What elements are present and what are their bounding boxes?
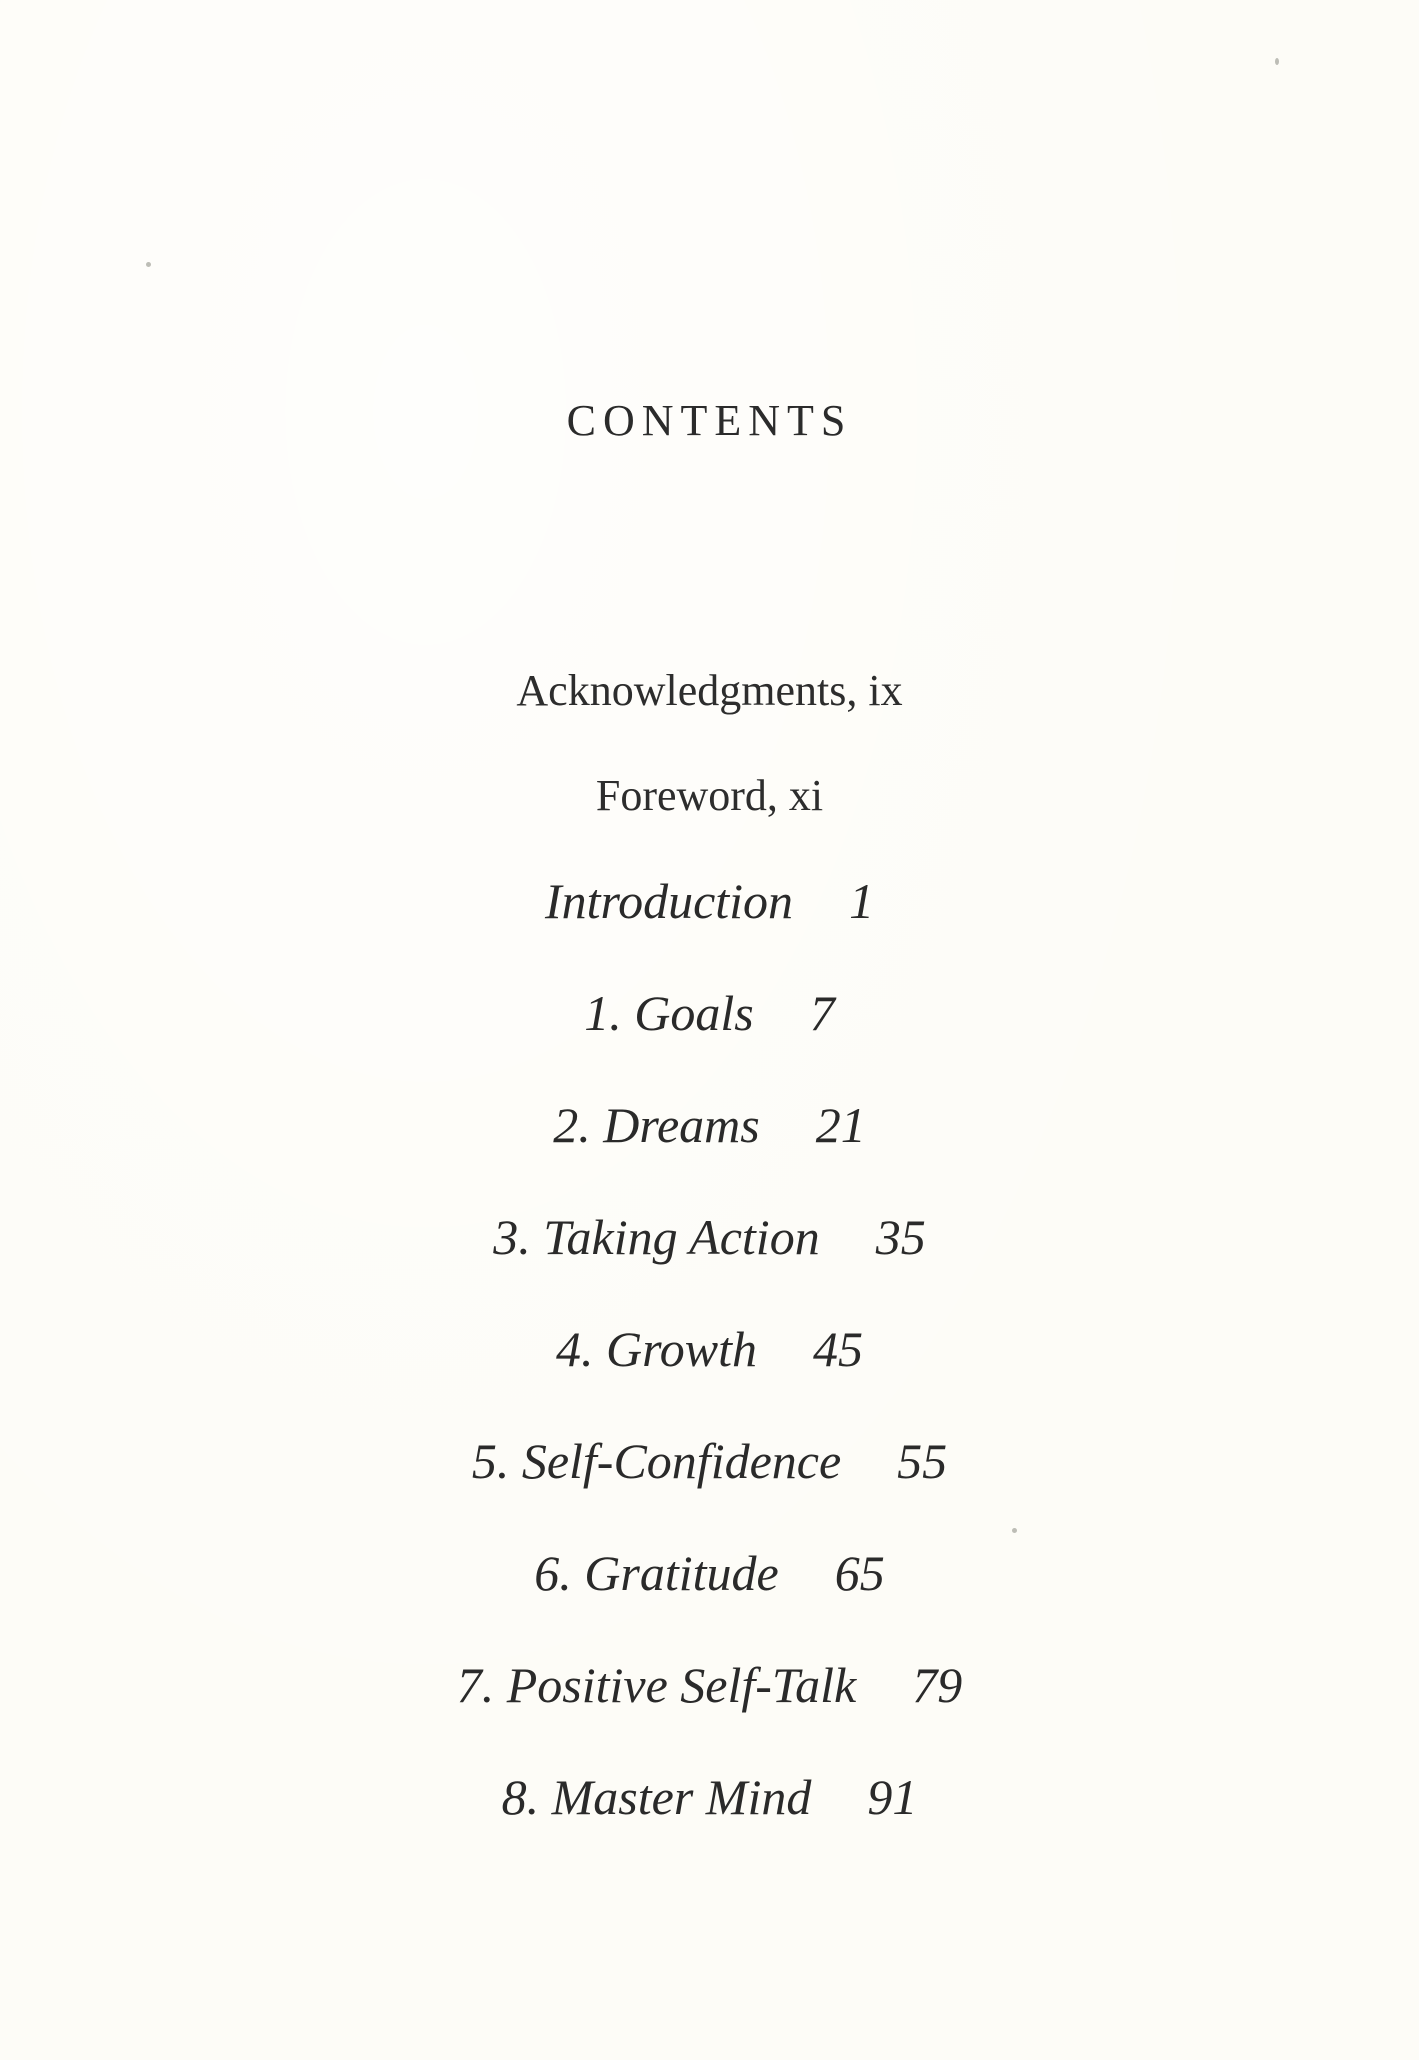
chapter-title: 5. Self-Confidence <box>471 1433 842 1489</box>
chapter-page-number: 91 <box>867 1769 918 1825</box>
chapter-page-number: 79 <box>912 1657 963 1713</box>
toc-entry-growth[interactable] <box>0 1320 1419 1378</box>
toc-entry-label: Acknowledgments, ix <box>516 666 903 715</box>
toc-entry-label: Foreword, xi <box>595 771 824 820</box>
toc-entry-dreams[interactable] <box>0 1096 1419 1154</box>
toc-entry-acknowledgments[interactable] <box>0 665 1419 716</box>
chapter-page-number: 35 <box>875 1209 926 1265</box>
scan-speck <box>1275 58 1279 65</box>
toc-entry-self-confidence[interactable] <box>0 1432 1419 1490</box>
chapter-page-number: 55 <box>897 1433 948 1489</box>
contents-heading: CONTENTS <box>566 396 853 445</box>
chapter-title: 3. Taking Action <box>493 1209 820 1265</box>
chapter-title: 6. Gratitude <box>534 1545 779 1601</box>
chapter-page-number: 7 <box>809 985 835 1041</box>
chapter-title: 8. Master Mind <box>501 1769 812 1825</box>
toc-entry-gratitude[interactable] <box>0 1544 1419 1602</box>
toc-entry-master-mind[interactable] <box>0 1768 1419 1826</box>
chapter-title: Introduction <box>544 873 794 929</box>
chapter-page-number: 45 <box>812 1321 863 1377</box>
chapter-page-number: 1 <box>849 873 875 929</box>
scan-speck <box>1012 1528 1017 1533</box>
chapter-title: 4. Growth <box>556 1321 757 1377</box>
toc-entry-positive-self-talk[interactable] <box>0 1656 1419 1714</box>
toc-entry-foreword[interactable] <box>0 770 1419 821</box>
toc-entry-goals[interactable] <box>0 984 1419 1042</box>
chapter-title: 2. Dreams <box>553 1097 760 1153</box>
toc-entry-taking-action[interactable] <box>0 1208 1419 1266</box>
chapter-page-number: 21 <box>815 1097 866 1153</box>
chapter-title: 7. Positive Self-Talk <box>456 1657 857 1713</box>
toc-entry-introduction[interactable] <box>0 872 1419 930</box>
chapter-page-number: 65 <box>834 1545 885 1601</box>
chapter-title: 1. Goals <box>584 985 754 1041</box>
scan-speck <box>146 262 151 267</box>
